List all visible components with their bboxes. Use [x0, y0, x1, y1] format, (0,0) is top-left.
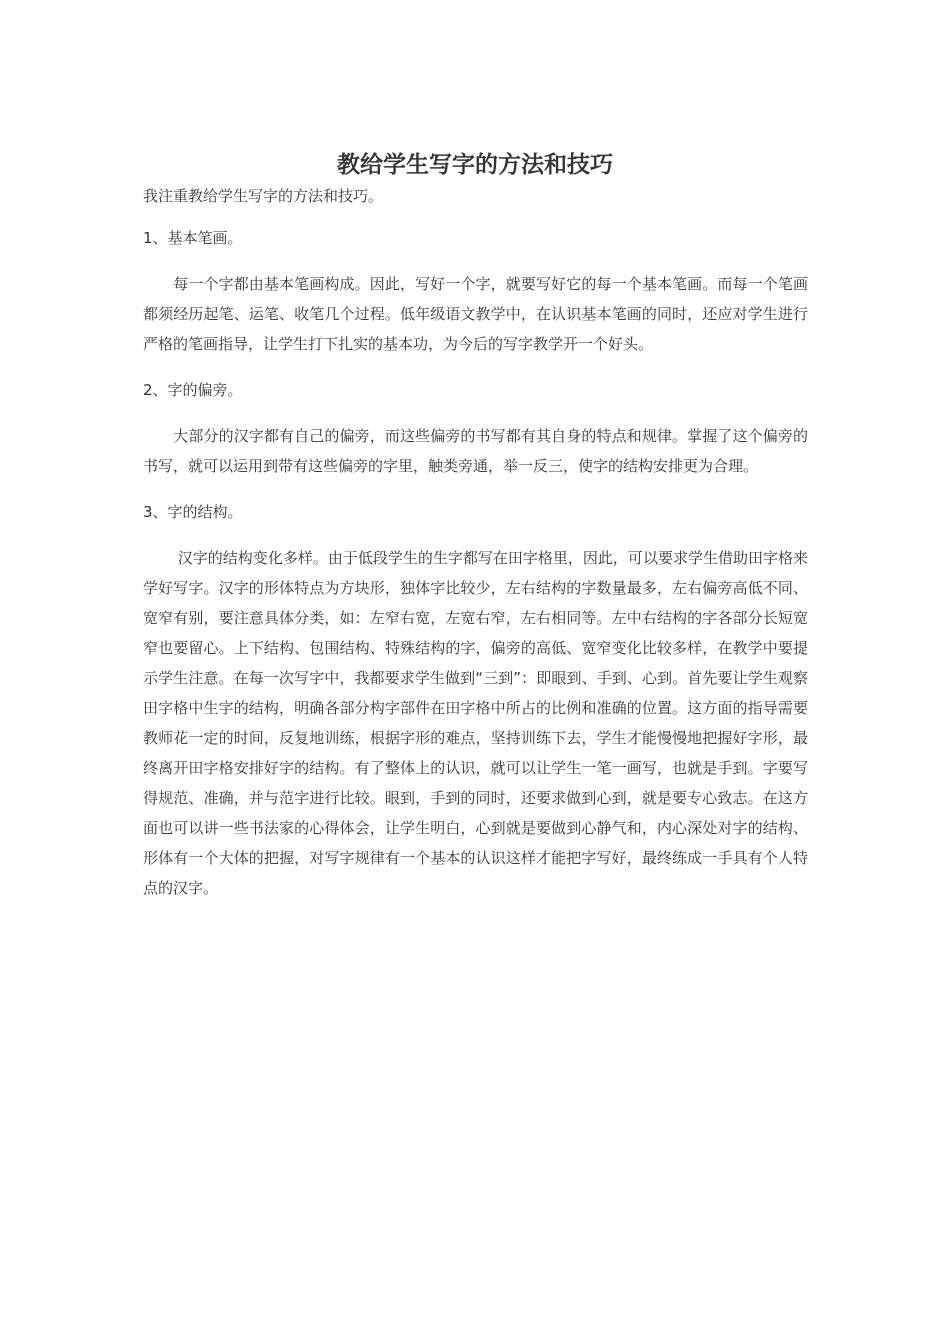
section-body-1: 每一个字都由基本笔画构成。因此，写好一个字，就要写好它的每一个基本笔画。而每一个笔画都须经历起笔、运笔、收笔几个过程。低年级语文教学中，在认识基本笔画的同时，还应对学生进行严格的笔画指导，让学生打下扎实的基本功，为今后的写字教学开一个好头。 — [143, 275, 808, 353]
document-content — [143, 186, 808, 903]
document-title: 教给学生写字的方法和技巧 — [337, 152, 613, 178]
section-heading-1: 1、基本笔画。 — [143, 229, 243, 247]
intro-text: 我注重教给学生写字的方法和技巧。 — [143, 187, 384, 205]
section-body-3: 汉字的结构变化多样。由于低段学生的生字都写在田字格里，因此，可以要求学生借助田字格来学好写字。汉字的形体特点为方块形，独体字比较少，左右结构的字数量最多，左右偏旁高低不同、宽窄有别，要注意具体分类，如：左窄右宽，左宽右窄，左右相同等。左中右结构的字各部分长短宽窄也要留心。上下结构、包围结构、特殊结构的字，偏旁的高低、宽窄变化比较多样，在教学中要提示学生注意。在每一次写字中，我都要求学生做到“三到”：即眼到、手到、心到。首先要让学生观察田字格中生字的结构，明确各部分构字部件在田字格中所占的比例和准确的位置。这方面的指导需要教师花一定的时间，反复地训练，根据字形的难点，坚持训练下去，学生才能慢慢地把握好字形，最终离开田字格安排好字的结构。有了整体上的认识，就可以让学生一笔一画写，也就是手到。字要写得规范、准确，并与范字进行比较。眼到，手到的同时，还要求做到心到，就是要专心致志。在这方面也可以讲一些书法家的心得体会，让学生明白，心到就是要做到心静气和，内心深处对字的结构、形体有一个大体的把握，对写字规律有一个基本的认识这样才能把字写好，最终练成一手具有个人特点的汉字。 — [143, 549, 808, 897]
section-heading-3: 3、字的结构。 — [143, 503, 243, 521]
section-heading-2: 2、字的偏旁。 — [143, 381, 243, 399]
section-body-2: 大部分的汉字都有自己的偏旁，而这些偏旁的书写都有其自身的特点和规律。掌握了这个偏旁的书写，就可以运用到带有这些偏旁的字里，触类旁通，举一反三，使字的结构安排更为合理。 — [143, 427, 808, 475]
